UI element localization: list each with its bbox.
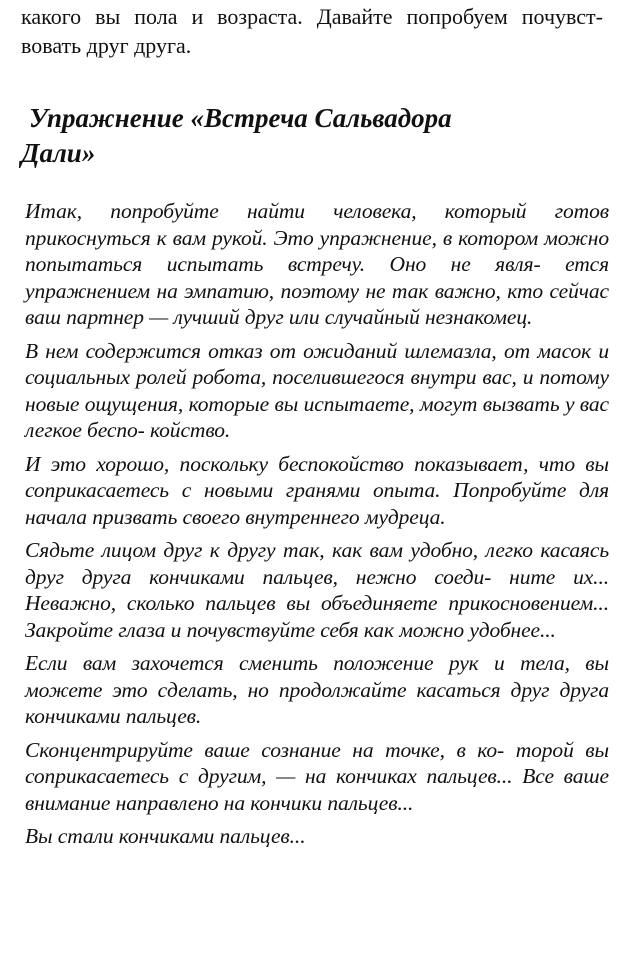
text-line: что вы соприкасаетесь с новыми гранями опыта. xyxy=(25,451,610,502)
text-line: Сконцентрируйте ваше сознание на точке, в ко- xyxy=(25,737,505,762)
paragraph xyxy=(25,650,609,730)
heading-line: Упражнение «Встреча Сальвадора xyxy=(29,103,452,133)
paragraph xyxy=(25,338,609,444)
paragraph xyxy=(25,537,609,643)
text-line: прикосновением... Закройте глаза и почувствуйте xyxy=(25,591,609,642)
text-line: Попробуйте для начала призвать своего внутреннего xyxy=(25,478,610,529)
section-heading xyxy=(21,101,581,171)
text-line: Итак, попробуйте найти человека, который готов xyxy=(25,199,609,223)
paragraph xyxy=(25,737,609,817)
exercise-body xyxy=(25,198,609,857)
text-line: можете это сделать, но продолжайте касаться друг xyxy=(25,677,550,702)
text-line: торой вы соприкасаетесь с другим, — на кончиках xyxy=(25,737,609,788)
text-line: какого вы пола и возраста. Давайте попробуем почувст- xyxy=(21,4,603,29)
text-line: В нем содержится отказ от ожиданий шлемазла, xyxy=(25,338,497,363)
paragraph xyxy=(25,823,609,850)
text-line: койство. xyxy=(150,418,231,442)
text-line: касаясь друг друга кончиками пальцев, нежно соеди- xyxy=(25,538,610,589)
text-line: Вы стали кончиками пальцев... xyxy=(25,824,306,848)
text-line: мудреца. xyxy=(364,504,446,529)
text-line: вы испытаете, могут вызвать у вас легкое беспо- xyxy=(25,391,609,442)
text-line: пальцев... xyxy=(327,790,414,815)
text-line: И это хорошо, поскольку беспокойство показывает, xyxy=(25,451,529,476)
text-line: Сядьте лицом друг к другу так, как вам удобно, легко xyxy=(25,538,533,562)
text-line: ется упражнением на эмпатию, поэтому не так xyxy=(25,252,609,303)
text-line: себя как можно удобнее... xyxy=(320,617,556,642)
text-line: важно, кто сейчас ваш партнер — лучший друг или xyxy=(25,278,609,329)
intro-paragraph xyxy=(21,2,603,60)
heading-line: Дали» xyxy=(21,138,96,168)
text-line: можно попытаться испытать встречу. Оно не явля- xyxy=(25,225,610,276)
paragraph xyxy=(25,451,609,531)
text-line: друга кончиками пальцев. xyxy=(25,677,609,728)
text-line: прикоснуться к вам рукой. Это упражнение, в котором xyxy=(25,225,539,250)
text-line: ните их... Неважно, сколько пальцев вы объединяете xyxy=(25,564,610,615)
text-line: случайный незнакомец. xyxy=(324,305,533,329)
text-line: вовать друг друга. xyxy=(21,33,192,58)
text-line: внутри вас, и потому новые ощущения, которые xyxy=(25,365,609,416)
paragraph xyxy=(25,198,609,331)
text-line: пальцев... Все ваше внимание направлено на кончики xyxy=(25,764,609,815)
text-line: от масок и социальных ролей робота, поселившегося xyxy=(25,338,610,389)
text-line: Если вам захочется сменить положение рук и тела, вы xyxy=(25,651,609,675)
